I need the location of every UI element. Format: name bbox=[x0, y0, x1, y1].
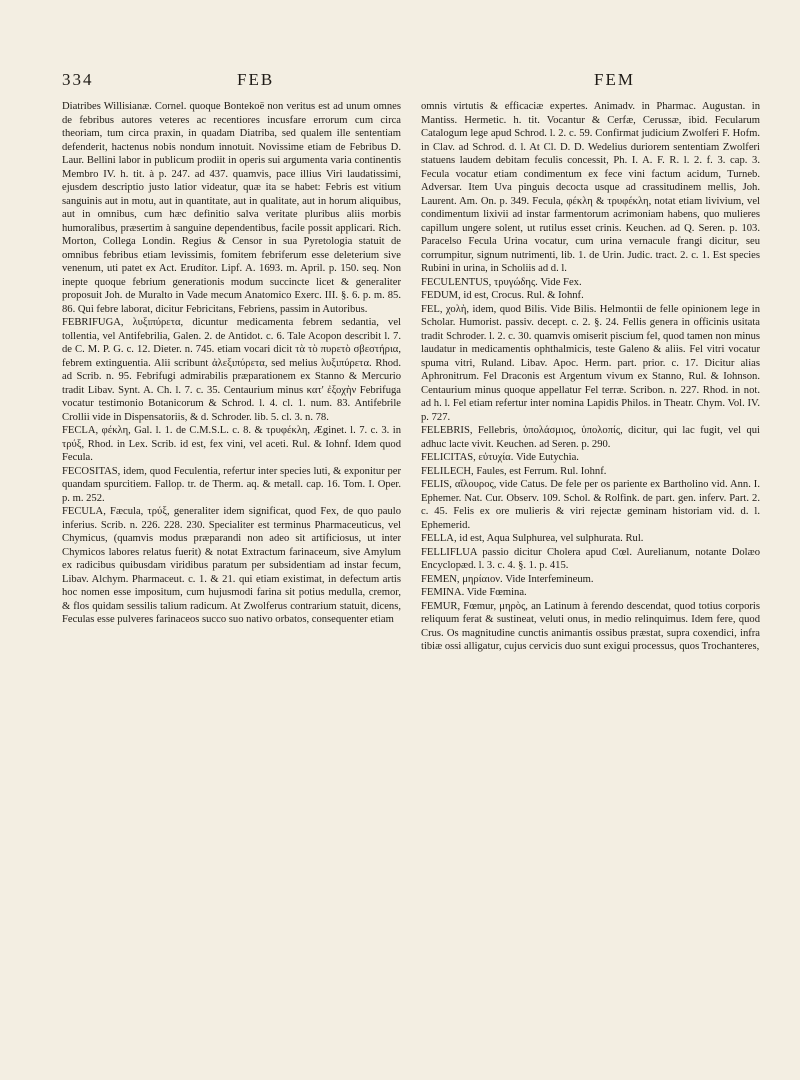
right-column-title: FEM bbox=[594, 70, 635, 89]
paragraph: FEBRIFUGA, λυξιπύρετα, dicuntur medicamenta febrem sedantia, vel tollentia, vel Antifebrilia, Galen. 2. de Antidot. c. 6. Tale Acopon describit l. 7. de C. M. P. G. c. 12. Dieter. n. 745. etiam vocari dicit τὰ τὸ πυρετὸ σβεστήρια, febrem extinguentia. Alii scribunt ἀλεξιπύρετα, sed melius λυξιπύρετα. Rhod. ad Scrib. n. 95. Febrifugi admirabilis præparationem ex Stanno & Mercurio tradit Libav. Synt. A. Ch. l. 7. c. 35. Centaurium minus κατ' ἐξοχὴν Febrifuga vocatur testimonio Botanicorum & Schrod. l. 4. cl. 1. num. 83. Antifebrile Crollii vide in Dispensatoriis, & d. Schroder. lib. 5. cl. 3. n. 78. bbox=[62, 317, 401, 423]
paragraph: FELLA, id est, Aqua Sulphurea, vel sulphurata. Rul. bbox=[421, 533, 644, 544]
text-columns bbox=[62, 100, 760, 1040]
paragraph: FECOSITAS, idem, quod Feculentia, refertur inter species luti, & exponitur per quandam spurcitiem. Fallop. tr. de Therm. aq. & metall. cap. 16. Tom. I. Oper. p. m. 252. bbox=[62, 465, 401, 504]
paragraph: FELIS, αἴλουρος, vide Catus. De fele per os pariente ex Bartholino vid. Ann. I. Ephemer. Nat. Cur. Observ. 109. Schol. & Rolfink. de part. gen. inferv. Part. 2. c. 45. Felis ex ore mulieris & viri rejectæ geminam historiam vid. d. l. Ephemerid. bbox=[421, 479, 760, 531]
paragraph: Diatribes Willisianæ. Cornel. quoque Bontekoë non veritus est ad unum omnes de febribus autores veteres ac recentiores incusfare errorum cum circa theoriam, tum circa praxin, in quadam Diatriba, sed qualem ille sententiam defenderit, hactenus nobis nondum innotuit. Novissime etiam de Febribus D. Laur. Bellini labor in publicum prodiit in operis sui argumenta varia continentis Membro IV. h. tit. à p. 247. ad 437. quamvis, pace illius Viri laudatissimi, ejusdem descriptio justo latior videatur, quæ ita se habet: Febris est vitium sanguinis aut in motu, aut in quantitate, aut in qualitate, aut in horum aliquibus, aut in omnibus, cum hæc definitio salva veritate pluribus aliis morbis humoralibus, præsertim à sanguine dependentibus, facile possit applicari. Rich. Morton, Collega Londin. Regius & Censor in sua Pyretologia statuit de omnibus febribus etiam levissimis, fomitem febriferum esse deleterium sive venenum, uti patet ex Act. Erudítor. Lipf. A. 1693. m. April. p. 150. seq. Non inepte quoque febrium generationis modum succincte licet & generaliter proposuit Joh. de Muralto in Vade mecum Anatomico Exerc. III. §. 6. p. m. 85. 86. Qui febre laborat, dicitur Febricitans, Febriens, passim in Autoribus. bbox=[62, 101, 401, 315]
right-column bbox=[421, 100, 760, 1040]
page-number: 334 bbox=[62, 70, 94, 89]
paragraph: FEMINA. Vide Fœmina. bbox=[421, 587, 527, 598]
left-column bbox=[62, 100, 401, 1040]
running-head bbox=[62, 70, 760, 94]
paragraph: FEL, χολὴ, idem, quod Bilis. Vide Bilis. Helmontii de felle opinionem lege in Scholar. Humorist. passiv. decept. c. 2. §. 24. Fellis genera in officinis usitata tradit Schroder. l. 2. c. 30. quamvis omiserit piscium fel, quod tamen non minus laudatur in medicamentis ophthalmicis, teste Galeno & aliis. Fel vitri vocatur spuma vitri, Ruland. Libav. Apoc. Herm. part. prior. c. 17. Dicitur alias Aphronitrum. Fel Draconis est Argentum vivum ex Stanno, Rul. & Iohnson. Centaurium minus quoque appellatur Fel terræ. Scribon. n. 227. Rhod. in not. ad h. l. Fel etiam refertur inter nomina Lapidis Philos. in Theatr. Chym. Vol. IV. p. 727. bbox=[421, 303, 760, 423]
paragraph: FELICITAS, εὐτυχία. Vide Eutychia. bbox=[421, 452, 579, 463]
paragraph: FEMEN, μηρίαιον. Vide Interfemineum. bbox=[421, 573, 594, 585]
paragraph: FELEBRIS, Fellebris, ὑπολάσμιος, ὑπολοπίς, dicitur, qui lac fugit, vel qui adhuc lacte vivit. Keuchen. ad Seren. p. 290. bbox=[421, 425, 760, 450]
paragraph: FECULA, Fæcula, τρύξ, generaliter idem significat, quod Fex, de quo paulo inferius. Scrib. n. 226. 228. 230. Specialiter est terminus Pharmaceuticus, vel Chymicus, (quamvis modus præparandi non adeo sit artificiosus, ut inter Chymicos labores relatus fuerit) & notat Extractum farinaceum, sive Amylum ex radicibus quibusdam viridibus paratum per subsidentiam ad instar fecum, Libav. Alchym. Pharmaceut. c. 1. & 21. qui etiam existimat, in defectum artis hoc nomen esse impositum, cum hujusmodi farina sit potius medulla, cremor, & flos quidam sessilis talium radicum. At Zwolferus contrarium statuit, dicens, Feculas esse pulveres farinaceos succo suo nativo orbatos, consequenter etiam bbox=[62, 506, 401, 625]
paragraph: FECLA, φέκλη, Gal. l. 1. de C.M.S.L. c. 8. & τρυφέκλη, Æginet. l. 7. c. 3. in τρύξ, Rhod. in Lex. Scrib. id est, fex vini, vel aceti. Rul. & Iohnf. Idem quod Fecula. bbox=[62, 425, 401, 463]
paragraph: FEMUR, Fœmur, μηρὸς, an Latinum à ferendo descendat, quod totius corporis reliquum ferat & sustineat, veluti onus, in medio relinquimus. Idem fere, quod Crus. Os magnitudine cunctis animantis ossibus præstat, supra coxendici, infra tibiæ ossi alligatur, cujus cervicis duo sunt exigui processus, quos Trochanteres, bbox=[421, 600, 760, 652]
paragraph: omnis virtutis & efficaciæ expertes. Animadv. in Pharmac. Augustan. in Mantiss. Hermetic. h. tit. Vocantur & Cerfæ, Cerussæ, ibid. Fecularum Catalogum lege apud Schrod. l. 2. c. 59. Confirmat judicium Zwolferi F. Hofm. in Clav. ad Schrod. d. l. At Cl. D. D. Wedelius duriorem sententiam Zwolferi statuens laudem debitam feculis concessit, Ph. I. A. F. R. l. 2. f. 3. cap. 3. Fecula vocatur etiam condimentum ex fece vini factum acidum, Turneb. Adversar. Item Uva pinguis decocta usque ad crassitudinem mellis, Joh. Laurent. Am. On. p. 349. Fecula, φέκλη & τρυφέκλη, notat etiam livivium, vel condimentum lixivii ad instar farmentorum acrimoniam habens, quo mulieres capillum ungere solent, ut rutilus esset crinis. Keuchen. ad Q. Seren. p. 103. Paracelso Fecula Urina vocatur, cum urina vernacule frangi dicitur, seu corrumpitur, signum nutrimenti, lib. 1. de Urin. Judic. tract. 2. c. 1. Est species Rubini in urina, in Scholiis ad d. l. bbox=[421, 101, 760, 274]
left-column-title: FEB bbox=[237, 70, 275, 89]
paragraph: FECULENTUS, τρυγώδης. Vide Fex. bbox=[421, 276, 582, 288]
paragraph: FEDUM, id est, Crocus. Rul. & Iohnf. bbox=[421, 290, 584, 301]
paragraph: FELLIFLUA passio dicitur Cholera apud Cœl. Aurelianum, notante Dolæo Encyclopæd. l. 3. c. 4. §. 1. p. 415. bbox=[421, 546, 760, 571]
paragraph: FELILECH, Faules, est Ferrum. Rul. Iohnf. bbox=[421, 465, 607, 477]
